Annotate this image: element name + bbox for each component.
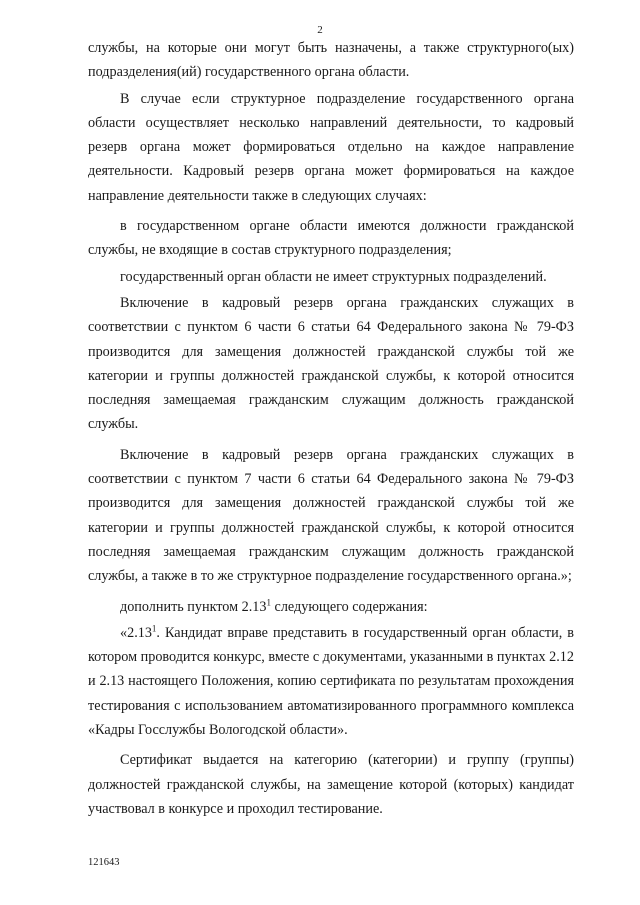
paragraph-item-6: Включение в кадровый резерв органа гражданских служащих в соответствии с пунктом 6 части 6 статьи 64 Федерального закона № 79-ФЗ производится для замещения должностей гражданской службы той же категории и группы должностей гражданской службы, к которой относится последняя замещаемая гражданским служащим должность гражданской службы. — [88, 294, 574, 433]
paragraph-continuation: службы, на которые они могут быть назначены, а также структурного(ых) подразделения(ий) государственного органа области. — [88, 40, 574, 81]
paragraph-amendment — [88, 595, 574, 619]
amendment-text-end: следующего содержания: — [270, 598, 428, 615]
clause-superscript: 1 — [151, 623, 157, 634]
paragraph-certificate: Сертификат выдается на категорию (категории) и группу (группы) должностей гражданской службы, на замещение которой (которых) кандидат участвовал в конкурсе и проходил тестирование. — [88, 752, 574, 817]
amendment-text-start: дополнить пунктом 2.13 — [120, 598, 267, 615]
paragraph-clause-2-13-1 — [88, 621, 574, 742]
amendment-superscript: 1 — [266, 596, 271, 607]
clause-text: . Кандидат вправе представить в государственный орган области, в котором проводится конкурс, вместе с документами, указанными в пунктах 2.12 и 2.13 настоящего Положения, копию сертификата по результатам прохождения тестирования с использованием автоматизированного программного комплекса «Кадры Госслужбы Вологодской области». — [88, 624, 574, 739]
document-body — [88, 36, 574, 827]
paragraph-case-no-subdivisions: государственный орган области не имеет структурных подразделений. — [120, 268, 547, 285]
page-number: 2 — [317, 24, 323, 36]
paragraph-item-7: Включение в кадровый резерв органа гражданских служащих в соответствии с пунктом 7 части 6 статьи 64 Федерального закона № 79-ФЗ производится для замещения должностей гражданской службы той же категории и группы должностей гражданской службы, к которой относится последняя замещаемая гражданским служащим должность гражданской службы, а также в то же структурное подразделение государственного органа.»; — [88, 446, 574, 585]
paragraph-reserve-directions: В случае если структурное подразделение государственного органа области осуществляет несколько направлений деятельности, то кадровый резерв органа может формироваться отдельно на каждое направление деятельности. Кадровый резерв органа может формироваться на каждое направление деятельности также в следующих случаях: — [88, 90, 574, 204]
document-code: 121643 — [88, 857, 120, 868]
clause-number: «2.13 — [120, 624, 152, 641]
paragraph-case-positions: в государственном органе области имеются должности гражданской службы, не входящие в состав структурного подразделения; — [88, 218, 574, 259]
